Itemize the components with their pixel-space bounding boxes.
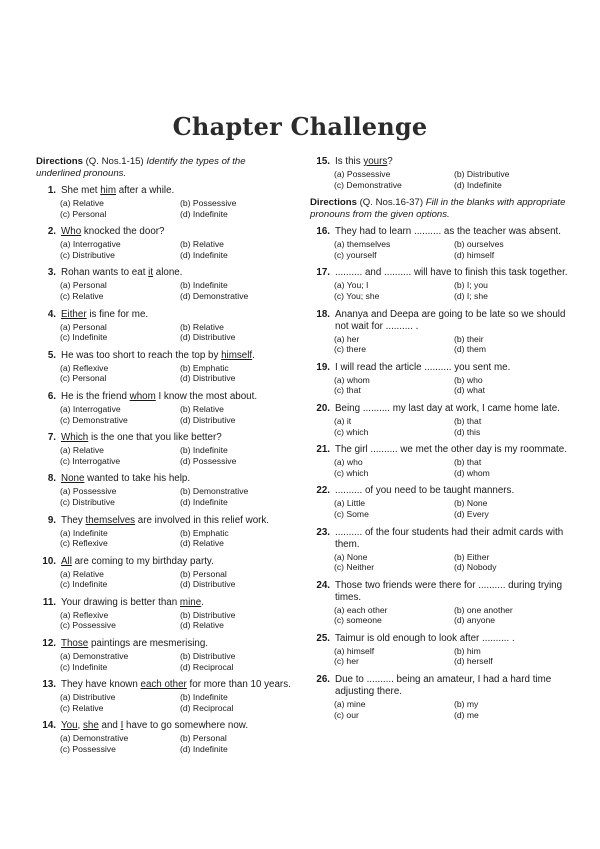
question-text [61,391,292,403]
option: (d) Indefinite [454,179,502,190]
question-number: 17. [316,267,330,279]
option: (a) Possessive [334,169,391,179]
options [310,416,572,437]
question-text [61,638,292,650]
underlined-pronoun: whom [129,390,156,402]
question-number: 26. [316,674,330,686]
question-text-part: ? [387,156,393,167]
question-text-part: , [77,720,83,732]
question [36,391,292,425]
question-number: 8. [47,473,56,485]
question-text: Being .......... my last day at work, I came home late. [335,402,560,414]
question-text-part: are involved in this relief work. [135,514,270,526]
option: (a) her [334,333,360,344]
question-text [61,515,292,527]
underlined-pronoun: him [100,185,117,196]
question-text: .......... of the four students had their admit cards with them. [335,526,564,550]
options [310,457,572,478]
question-text [61,226,292,238]
option: (d) Relative [180,620,224,631]
option: (a) Little [334,498,366,509]
option: (a) Interrogative [60,239,121,250]
question-number: 22. [316,485,330,497]
option: (c) Relative [60,290,104,301]
option: (b) Personal [180,568,227,579]
option: (b) Personal [180,733,227,744]
underlined-pronoun: mine [179,596,202,608]
option: (b) Relative [180,239,224,250]
options [310,334,572,355]
option: (d) Distributive [180,373,236,384]
question-text-part: is the one that you like better? [88,432,222,444]
question [36,597,292,631]
option: (b) Either [454,551,490,562]
question [36,226,292,260]
question [310,403,572,437]
options [36,322,292,343]
question-number: 19. [316,361,330,373]
option: (c) You; she [334,290,380,301]
underlined-pronoun: yours [363,156,388,167]
option: (a) You; I [334,280,369,291]
option: (d) anyone [454,615,496,626]
question [310,485,572,519]
option: (b) Indefinite [180,280,228,291]
option: (b) Relative [180,403,224,414]
option: (d) Indefinite [180,496,228,507]
option: (d) Distributive [180,332,236,343]
question-number: 16. [316,226,330,238]
question [310,226,572,260]
option: (c) which [334,426,369,437]
option: (c) Demonstrative [334,179,402,190]
left-column [36,156,292,762]
option: (b) I; you [454,280,488,291]
question-number: 21. [316,444,330,456]
question [36,679,292,713]
option: (c) there [334,344,366,355]
options [310,699,572,720]
option: (b) None [454,498,488,509]
options [36,569,292,590]
option: (a) whom [334,374,370,385]
question-text-part: They have known [61,679,141,691]
question-text [61,267,292,279]
option: (d) this [454,426,481,437]
options [310,280,572,301]
question [36,720,292,754]
question [310,633,572,667]
option: (c) her [334,656,359,667]
option: (b) one another [454,604,513,615]
question-number: 12. [42,638,56,650]
option: (b) Indefinite [180,692,228,703]
option: (b) Emphatic [180,527,229,538]
option: (a) Personal [60,321,107,332]
option: (d) Relative [180,538,224,549]
question-text: Those two friends were there for .......... during trying times. [335,579,563,603]
options [36,198,292,219]
question-number: 14. [42,720,56,732]
option: (d) himself [454,249,495,260]
option: (d) Nobody [454,562,497,573]
question-text [61,185,292,197]
question-text-part: . [252,349,255,361]
question [310,309,572,355]
question-number: 11. [42,596,56,608]
option: (b) my [454,699,479,710]
question-text-part: She met [61,185,101,196]
underlined-pronoun: None [61,473,85,485]
underlined-pronoun: himself [221,349,253,361]
option: (c) Interrogative [60,455,121,466]
option: (c) which [334,467,369,478]
option: (b) him [454,645,481,656]
question-text [335,156,572,168]
option: (c) our [334,709,359,720]
options [310,552,572,573]
option: (a) himself [334,645,375,656]
question-text [61,597,292,609]
underlined-pronoun: Either [61,308,87,320]
option: (a) each other [334,604,388,615]
question-text [61,720,292,732]
question-number: 20. [316,402,330,414]
option: (c) Possessive [60,744,116,755]
option: (a) Relative [60,198,104,208]
option: (d) me [454,709,479,720]
question-number: 15. [316,156,330,167]
options [36,445,292,466]
question [36,515,292,549]
question-text-part: alone. [153,267,183,279]
question-text-part: He is the friend [61,390,130,402]
options [310,375,572,396]
option: (b) their [454,333,484,344]
question [36,350,292,384]
question [310,527,572,573]
question-number: 1. [47,185,56,196]
option: (c) Indefinite [60,332,108,343]
option: (b) Distributive [180,609,236,620]
option: (c) Indefinite [60,579,108,590]
option: (d) Distributive [180,414,236,425]
option: (d) them [454,344,486,355]
option: (b) Indefinite [180,445,228,456]
option: (b) that [454,415,482,426]
question-text [61,473,292,485]
underlined-pronoun: Who [61,226,82,238]
underlined-pronoun: themselves [85,514,136,526]
question-number: 3. [47,267,56,279]
question-text-part: have to go somewhere now. [123,720,249,732]
option: (c) Personal [60,208,107,219]
option: (b) Demonstrative [180,486,249,497]
underlined-pronoun: each other [140,679,187,691]
question-number: 5. [47,349,56,361]
option: (d) Reciprocal [180,702,234,713]
option: (a) Relative [60,445,104,456]
question-text-part: for more than 10 years. [186,679,291,691]
options [36,404,292,425]
question-text-part: and [98,720,121,732]
question-text [61,556,292,568]
page-title: Chapter Challenge [172,112,428,141]
question [310,580,572,626]
question [36,432,292,466]
question-text [61,309,292,321]
option: (c) yourself [334,249,377,260]
options [36,610,292,631]
option: (c) Indefinite [60,661,108,672]
option: (d) Distributive [180,579,236,590]
question [36,638,292,672]
question-text: They had to learn .......... as the teacher was absent. [335,226,561,238]
question [36,473,292,507]
option: (d) Demonstrative [180,290,249,301]
question-text-part: are coming to my birthday party. [71,555,214,567]
question-text [61,350,292,362]
question-text-part: wanted to take his help. [84,473,191,485]
question-text: The girl .......... we met the other day is my roommate. [335,444,567,456]
option: (d) whom [454,467,490,478]
option: (b) Relative [180,321,224,332]
question-text: .......... of you need to be taught manners. [335,485,515,497]
question [310,444,572,478]
options [310,239,572,260]
option: (c) Distributive [60,496,115,507]
option: (a) Reflexive [60,609,109,620]
underlined-pronoun: it [148,267,154,279]
question [36,267,292,301]
question-text-part: . [201,596,204,608]
option: (a) Relative [60,568,104,579]
underlined-pronoun: You [61,720,78,732]
options [310,498,572,519]
option: (d) Indefinite [180,208,228,219]
question-text: Ananya and Deepa are going to be late so we should not wait for .......... . [335,308,566,332]
question-number: 23. [316,526,330,538]
option: (c) Personal [60,373,107,384]
options [36,239,292,260]
options [310,169,572,190]
question-text-part: paintings are mesmerising. [88,638,209,650]
right-column [310,156,572,727]
question-number: 13. [42,679,56,691]
option: (d) Possessive [180,455,237,466]
option: (c) Neither [334,562,375,573]
option: (b) Possessive [180,198,237,208]
option: (d) Indefinite [180,744,228,755]
option: (b) ourselves [454,239,504,250]
options [36,486,292,507]
question-number: 10. [42,555,56,567]
option: (c) Some [334,508,369,519]
question [36,309,292,343]
question-number: 2. [47,226,56,238]
option: (d) Every [454,508,489,519]
options [36,733,292,754]
underlined-pronoun: she [83,720,99,732]
option: (a) Personal [60,280,107,291]
options [36,528,292,549]
option: (b) Emphatic [180,362,229,373]
question-text-part: They [61,514,86,526]
option: (a) themselves [334,239,391,250]
option: (c) Distributive [60,249,115,260]
options [310,605,572,626]
option: (c) Relative [60,702,104,713]
question [310,156,572,190]
question-text: I will read the article .......... you sent me. [335,361,511,373]
question-text-part: is fine for me. [86,308,149,320]
option: (d) herself [454,656,493,667]
question [310,674,572,720]
question [36,185,292,219]
option: (c) Possessive [60,620,116,631]
options [36,651,292,672]
option: (a) Distributive [60,692,116,703]
option: (d) Indefinite [180,249,228,260]
question [36,556,292,590]
question-text-part: after a while. [116,185,175,196]
option: (a) Indefinite [60,527,108,538]
question-number: 9. [47,514,56,526]
option: (d) what [454,385,486,396]
option: (a) it [334,415,352,426]
underlined-pronoun: I [120,720,124,732]
option: (d) Reciprocal [180,661,234,672]
option: (c) Demonstrative [60,414,128,425]
question [310,267,572,301]
option: (a) Interrogative [60,403,121,414]
question-number: 6. [47,390,56,402]
underlined-pronoun: Those [61,638,89,650]
option: (a) Demonstrative [60,651,129,662]
option: (a) None [334,551,368,562]
question-text [61,432,292,444]
option: (a) Possessive [60,486,117,497]
question-text [61,679,292,691]
option: (a) Reflexive [60,362,109,373]
question-number: 4. [47,308,56,320]
directions-1-15: Directions (Q. Nos.1-15) Identify the types of the underlined pronouns. [36,156,246,179]
option: (b) who [454,374,483,385]
question-number: 24. [316,579,330,591]
option: (c) that [334,385,361,396]
question-number: 25. [316,632,330,644]
question-text-part: He was too short to reach the top by [61,349,222,361]
option: (a) Demonstrative [60,733,129,744]
option: (d) I; she [454,290,488,301]
options [36,363,292,384]
question-text-part: Your drawing is better than [61,596,180,608]
question-text-part: knocked the door? [81,226,165,238]
directions-16-37: Directions (Q. Nos.16-37) Fill in the blanks with appropriate pronouns from the given options. [310,197,566,220]
question-text: .......... and .......... will have to finish this task together. [335,267,568,279]
question-number: 18. [316,308,330,320]
underlined-pronoun: Which [61,432,89,444]
question-text-part: Is this [335,156,364,167]
options [36,280,292,301]
question-number: 7. [47,432,56,444]
option: (c) someone [334,615,382,626]
question-text: Due to .......... being an amateur, I had a hard time adjusting there. [335,674,552,698]
option: (a) who [334,457,363,468]
question-text-part: I know the most about. [155,390,258,402]
options [36,692,292,713]
option: (b) Distributive [454,169,510,179]
option: (c) Reflexive [60,538,108,549]
option: (b) Distributive [180,651,236,662]
option: (b) that [454,457,482,468]
question-text-part: Rohan wants to eat [61,267,149,279]
question [310,362,572,396]
underlined-pronoun: All [61,555,72,567]
options [310,646,572,667]
option: (a) mine [334,699,366,710]
question-text: Taimur is old enough to look after .......... . [335,632,515,644]
